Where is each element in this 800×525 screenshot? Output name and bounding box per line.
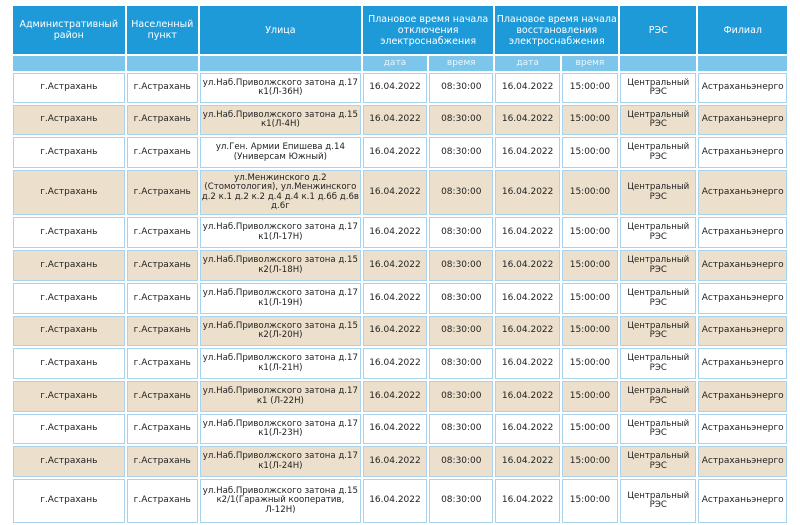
header-row (13, 6, 787, 54)
on-date-cell: 16.04.2022 (495, 316, 559, 346)
off-time-cell: 08:30:00 (429, 381, 493, 412)
table-row (13, 170, 787, 215)
settlement-cell: г.Астрахань (127, 283, 198, 314)
on-time-cell: 15:00:00 (562, 217, 618, 248)
branch-cell: Астраханьэнерго (698, 479, 787, 523)
res-cell: Центральный РЭС (620, 348, 696, 379)
table-row (13, 479, 787, 523)
settlement-cell: г.Астрахань (127, 73, 198, 103)
settlement-cell: г.Астрахань (127, 217, 198, 248)
subheader-off-clock: время (429, 56, 493, 71)
off-date-cell: 16.04.2022 (363, 137, 427, 168)
on-date-cell: 16.04.2022 (495, 381, 559, 412)
street-cell: ул.Наб.Приволжского затона д.15 к2(Л-18Н) (200, 250, 361, 281)
column-header-district: Административный район (13, 6, 125, 54)
branch-cell: Астраханьэнерго (698, 105, 787, 135)
res-cell: Центральный РЭС (620, 446, 696, 477)
on-date-cell: 16.04.2022 (495, 414, 559, 444)
table-row (13, 283, 787, 314)
street-cell: ул.Наб.Приволжского затона д.17 к1(Л-23Н) (200, 414, 361, 444)
off-time-cell: 08:30:00 (429, 217, 493, 248)
settlement-cell: г.Астрахань (127, 137, 198, 168)
off-time-cell: 08:30:00 (429, 348, 493, 379)
off-time-cell: 08:30:00 (429, 414, 493, 444)
off-time-cell: 08:30:00 (429, 137, 493, 168)
on-date-cell: 16.04.2022 (495, 137, 559, 168)
subheader-off-date: дата (363, 56, 427, 71)
on-date-cell: 16.04.2022 (495, 446, 559, 477)
table-row (13, 446, 787, 477)
off-date-cell: 16.04.2022 (363, 479, 427, 523)
table-row (13, 73, 787, 103)
off-date-cell: 16.04.2022 (363, 217, 427, 248)
on-time-cell: 15:00:00 (562, 250, 618, 281)
district-cell: г.Астрахань (13, 316, 125, 346)
street-cell: ул.Менжинского д.2 (Стомотология), ул.Менжинского д.2 к.1 д.2 к.2 д.4 д.4 к.1 д.6б д.6в д.6г (200, 170, 361, 215)
subheader-on-date: дата (495, 56, 559, 71)
off-date-cell: 16.04.2022 (363, 283, 427, 314)
district-cell: г.Астрахань (13, 73, 125, 103)
column-header-street: Улица (200, 6, 361, 54)
on-time-cell: 15:00:00 (562, 316, 618, 346)
on-time-cell: 15:00:00 (562, 170, 618, 215)
district-cell: г.Астрахань (13, 283, 125, 314)
off-date-cell: 16.04.2022 (363, 414, 427, 444)
off-time-cell: 08:30:00 (429, 73, 493, 103)
settlement-cell: г.Астрахань (127, 414, 198, 444)
on-time-cell: 15:00:00 (562, 381, 618, 412)
on-date-cell: 16.04.2022 (495, 73, 559, 103)
street-cell: ул.Наб.Приволжского затона д.15 к2/1(Гаражный кооператив, Л-12Н) (200, 479, 361, 523)
table-row (13, 381, 787, 412)
settlement-cell: г.Астрахань (127, 381, 198, 412)
res-cell: Центральный РЭС (620, 73, 696, 103)
off-time-cell: 08:30:00 (429, 316, 493, 346)
on-date-cell: 16.04.2022 (495, 105, 559, 135)
on-time-cell: 15:00:00 (562, 479, 618, 523)
table-row (13, 348, 787, 379)
res-cell: Центральный РЭС (620, 414, 696, 444)
on-time-cell: 15:00:00 (562, 137, 618, 168)
column-header-res: РЭС (620, 6, 696, 54)
res-cell: Центральный РЭС (620, 381, 696, 412)
off-date-cell: 16.04.2022 (363, 348, 427, 379)
street-cell: ул.Наб.Приволжского затона д.17 к1(Л-17Н) (200, 217, 361, 248)
district-cell: г.Астрахань (13, 250, 125, 281)
settlement-cell: г.Астрахань (127, 479, 198, 523)
branch-cell: Астраханьэнерго (698, 446, 787, 477)
on-time-cell: 15:00:00 (562, 446, 618, 477)
table-row (13, 137, 787, 168)
street-cell: ул.Наб.Приволжского затона д.17 к1(Л-21Н) (200, 348, 361, 379)
table-row (13, 316, 787, 346)
district-cell: г.Астрахань (13, 170, 125, 215)
on-time-cell: 15:00:00 (562, 348, 618, 379)
settlement-cell: г.Астрахань (127, 105, 198, 135)
off-time-cell: 08:30:00 (429, 479, 493, 523)
branch-cell: Астраханьэнерго (698, 381, 787, 412)
res-cell: Центральный РЭС (620, 316, 696, 346)
street-cell: ул.Ген. Армии Епишева д.14 (Универсам Южный) (200, 137, 361, 168)
settlement-cell: г.Астрахань (127, 348, 198, 379)
on-time-cell: 15:00:00 (562, 414, 618, 444)
column-header-settlement: Населенный пункт (127, 6, 198, 54)
settlement-cell: г.Астрахань (127, 170, 198, 215)
res-cell: Центральный РЭС (620, 105, 696, 135)
on-date-cell: 16.04.2022 (495, 283, 559, 314)
on-date-cell: 16.04.2022 (495, 170, 559, 215)
off-time-cell: 08:30:00 (429, 446, 493, 477)
res-cell: Центральный РЭС (620, 250, 696, 281)
street-cell: ул.Наб.Приволжского затона д.17 к1(Л-24Н) (200, 446, 361, 477)
settlement-cell: г.Астрахань (127, 316, 198, 346)
off-date-cell: 16.04.2022 (363, 316, 427, 346)
on-date-cell: 16.04.2022 (495, 217, 559, 248)
res-cell: Центральный РЭС (620, 283, 696, 314)
street-cell: ул.Наб.Приволжского затона д.17 к1(Л-19Н) (200, 283, 361, 314)
street-cell: ул.Наб.Приволжского затона д.15 к2(Л-20Н) (200, 316, 361, 346)
table-row (13, 250, 787, 281)
off-date-cell: 16.04.2022 (363, 170, 427, 215)
branch-cell: Астраханьэнерго (698, 316, 787, 346)
branch-cell: Астраханьэнерго (698, 283, 787, 314)
subheader-empty (620, 56, 696, 71)
subheader-row (13, 56, 787, 71)
district-cell: г.Астрахань (13, 105, 125, 135)
off-date-cell: 16.04.2022 (363, 381, 427, 412)
district-cell: г.Астрахань (13, 137, 125, 168)
branch-cell: Астраханьэнерго (698, 137, 787, 168)
settlement-cell: г.Астрахань (127, 446, 198, 477)
subheader-empty (698, 56, 787, 71)
on-time-cell: 15:00:00 (562, 283, 618, 314)
subheader-on-clock: время (562, 56, 618, 71)
on-date-cell: 16.04.2022 (495, 479, 559, 523)
on-date-cell: 16.04.2022 (495, 250, 559, 281)
street-cell: ул.Наб.Приволжского затона д.15 к1(Л-4Н) (200, 105, 361, 135)
district-cell: г.Астрахань (13, 217, 125, 248)
off-time-cell: 08:30:00 (429, 170, 493, 215)
table-row (13, 414, 787, 444)
res-cell: Центральный РЭС (620, 479, 696, 523)
branch-cell: Астраханьэнерго (698, 73, 787, 103)
res-cell: Центральный РЭС (620, 217, 696, 248)
off-date-cell: 16.04.2022 (363, 446, 427, 477)
subheader-empty (13, 56, 125, 71)
street-cell: ул.Наб.Приволжского затона д.17 к1 (Л-22Н) (200, 381, 361, 412)
off-time-cell: 08:30:00 (429, 283, 493, 314)
branch-cell: Астраханьэнерго (698, 217, 787, 248)
district-cell: г.Астрахань (13, 381, 125, 412)
district-cell: г.Астрахань (13, 348, 125, 379)
district-cell: г.Астрахань (13, 414, 125, 444)
off-date-cell: 16.04.2022 (363, 105, 427, 135)
branch-cell: Астраханьэнерго (698, 348, 787, 379)
branch-cell: Астраханьэнерго (698, 414, 787, 444)
table-row (13, 217, 787, 248)
outage-table (11, 4, 789, 525)
on-time-cell: 15:00:00 (562, 105, 618, 135)
district-cell: г.Астрахань (13, 446, 125, 477)
branch-cell: Астраханьэнерго (698, 170, 787, 215)
column-header-on-time: Плановое время начала восстановления электроснабжения (495, 6, 618, 54)
table-body (13, 73, 787, 523)
off-time-cell: 08:30:00 (429, 250, 493, 281)
subheader-empty (200, 56, 361, 71)
res-cell: Центральный РЭС (620, 170, 696, 215)
branch-cell: Астраханьэнерго (698, 250, 787, 281)
district-cell: г.Астрахань (13, 479, 125, 523)
settlement-cell: г.Астрахань (127, 250, 198, 281)
outage-table-container (11, 4, 789, 525)
off-date-cell: 16.04.2022 (363, 73, 427, 103)
column-header-off-time: Плановое время начала отключения электроснабжения (363, 6, 494, 54)
column-header-branch: Филиал (698, 6, 787, 54)
subheader-empty (127, 56, 198, 71)
street-cell: ул.Наб.Приволжского затона д.17 к1(Л-36Н) (200, 73, 361, 103)
table-row (13, 105, 787, 135)
off-date-cell: 16.04.2022 (363, 250, 427, 281)
on-date-cell: 16.04.2022 (495, 348, 559, 379)
on-time-cell: 15:00:00 (562, 73, 618, 103)
off-time-cell: 08:30:00 (429, 105, 493, 135)
res-cell: Центральный РЭС (620, 137, 696, 168)
